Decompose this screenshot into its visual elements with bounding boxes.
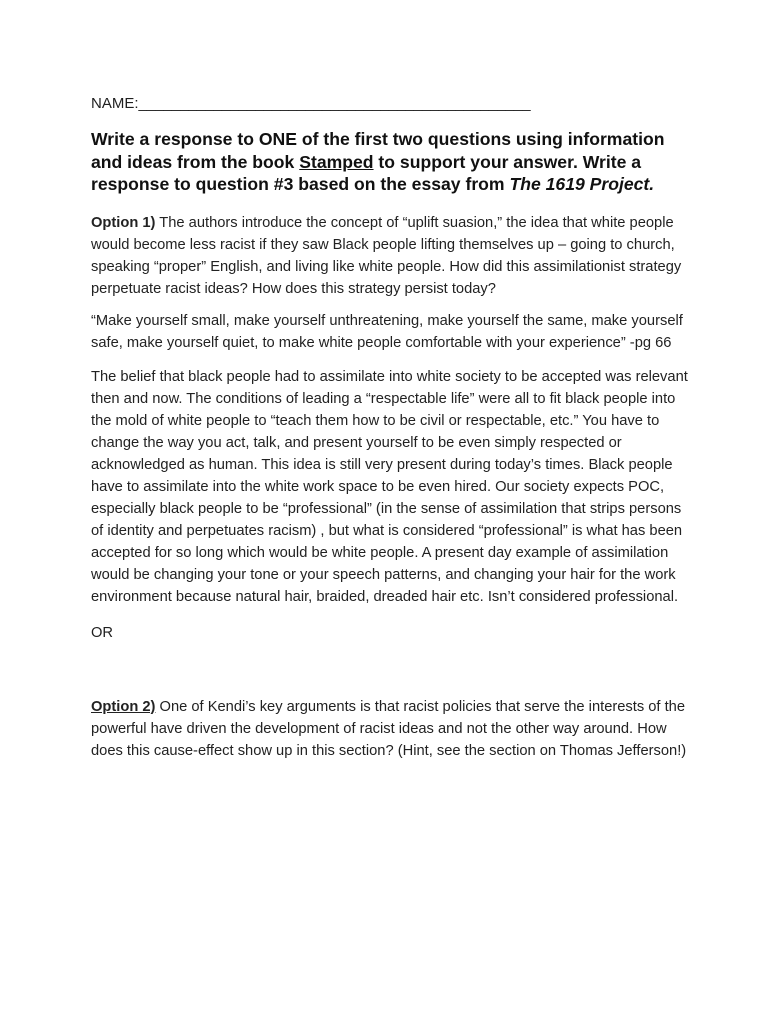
name-field-line: NAME:_______________________________________________ (91, 95, 531, 112)
book-title: Stamped (299, 151, 374, 172)
student-answer: The belief that black people had to assimilate into white society to be accepted was relevant then and now. The conditions of leading a “respectable life” were all to fit black people into the mold of white people to “teach them how to be civil or respectable, etc.” You have to change the way you act, talk, and present yourself to be even simply respected or acknowledged as human. This idea is still very present during today’s times. Black people have to assimilate into the white work space to be even hired. Our society expects POC, especially black people to be “professional” (in the sense of assimilation that strips persons of identity and perpetuates racism) , but what is considered “professional” is what has been accepted for so long which would be white people. A present day example of assimilation would be changing your tone or your speech patterns, and changing your hair for the work environment because natural hair, braided, dreaded hair etc. Isn’t considered professional. (91, 368, 688, 605)
option-2-text: One of Kendi’s key arguments is that racist policies that serve the interests of the powerful have driven the development of racist ideas and not the other way around. How does this cause-effect show up in this section? (Hint, see the section on Thomas Jefferson!) (91, 698, 687, 759)
heading-text-part2: to support your answer. Write a response to question #3 based on the essay from (91, 151, 642, 194)
heading-text-part1: Write a response to ONE of the first two questions using information and ideas from the book (91, 129, 665, 172)
book-quote: “Make yourself small, make yourself unthreatening, make yourself the same, make yourself safe, make yourself quiet, to make white people comfortable with your experience” -pg 66 (91, 312, 683, 351)
option-1-label: Option 1) (91, 214, 156, 231)
instructions-heading (91, 128, 691, 196)
or-separator: OR (91, 624, 114, 641)
option-1-prompt (91, 212, 691, 300)
option-2-prompt (91, 696, 691, 762)
essay-title: The 1619 Project. (509, 174, 655, 194)
option-2-label: Option 2) (91, 698, 156, 715)
option-1-text: The authors introduce the concept of “uplift suasion,” the idea that white people would become less racist if they saw Black people lifting themselves up – going to church, speaking “proper” English, and living like white people. How did this assimilationist strategy perpetuate racist ideas? How does this strategy persist today? (91, 214, 682, 297)
worksheet-page (91, 94, 691, 772)
